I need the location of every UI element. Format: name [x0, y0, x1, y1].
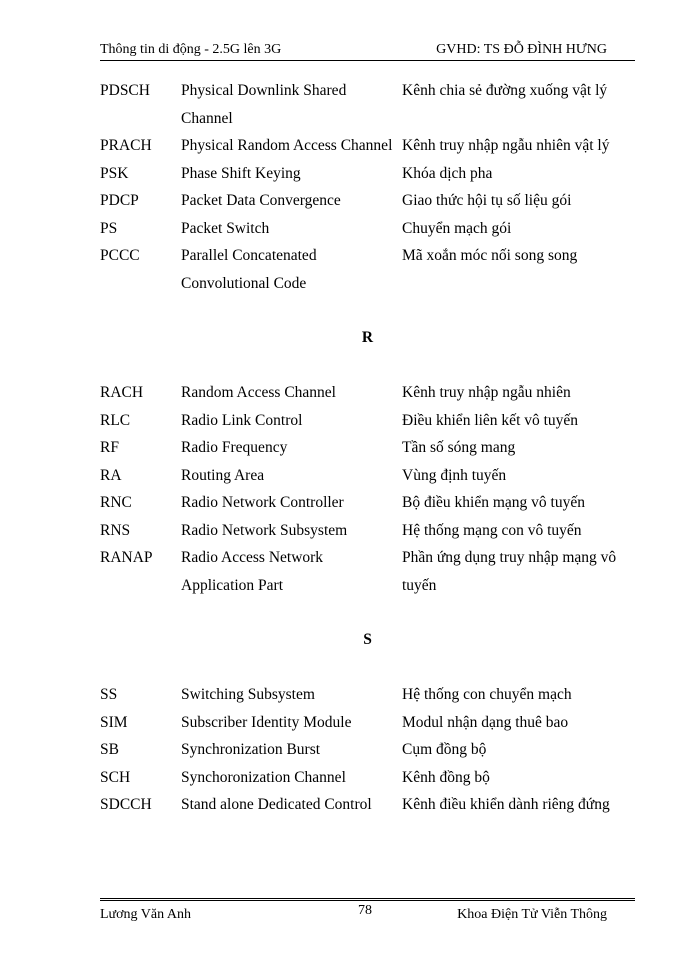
abbr-full: Phase Shift Keying: [181, 164, 301, 182]
abbr-full: Random Access Channel: [181, 384, 336, 401]
group-p: [100, 77, 660, 297]
abbr-full: Parallel Concatenated Convolutional Code: [181, 247, 317, 292]
abbr-full: Radio Network Subsystem: [181, 521, 348, 539]
abbr-full: Physical Downlink Shared Channel: [181, 82, 347, 127]
abbr-full: Radio Link Control: [181, 411, 303, 429]
page-footer: [100, 898, 635, 931]
abbr-row: [100, 242, 660, 297]
abbr-vietnamese: Kênh điều khiển dành riêng đứng: [402, 796, 610, 813]
abbr-full: Radio Frequency: [181, 439, 288, 456]
abbr-code: RNC: [100, 494, 132, 511]
footer-department: Khoa Điện Tử Viễn Thông: [457, 907, 607, 922]
abbr-vietnamese: Điều khiển liên kết vô tuyến: [402, 411, 579, 429]
abbr-row: [100, 544, 660, 599]
abbr-vietnamese: Mã xoắn móc nối song song: [402, 247, 578, 264]
abbr-full: Synchoronization Channel: [181, 768, 346, 786]
abbr-row: [100, 462, 660, 490]
abbr-code: SIM: [100, 713, 128, 731]
abbr-row: [100, 489, 660, 517]
abbr-full: Packet Data Convergence: [181, 192, 341, 209]
abbr-code: SDCCH: [100, 796, 152, 813]
section-heading-r: R: [361, 329, 374, 346]
abbr-row: [100, 215, 660, 243]
abbr-vietnamese: Tần số sóng mang: [402, 439, 516, 456]
abbr-row: [100, 791, 660, 819]
abbr-code: SS: [100, 686, 118, 703]
footer-author: Lương Văn Anh: [100, 907, 191, 922]
abbr-code: PDCP: [100, 192, 139, 209]
page-header: [100, 40, 635, 61]
abbr-vietnamese: Hệ thống con chuyển mạch: [402, 686, 572, 703]
header-title: Thông tin di động - 2.5G lên 3G: [100, 42, 282, 57]
abbr-code: PDSCH: [100, 82, 150, 99]
abbr-vietnamese: Phần ứng dụng truy nhập mạng vô tuyến: [402, 549, 617, 594]
abbr-row: [100, 160, 660, 188]
abbr-row: [100, 407, 660, 435]
abbr-vietnamese: Vùng định tuyến: [402, 466, 507, 484]
abbr-row: [100, 434, 660, 462]
abbr-row: [100, 132, 660, 160]
abbr-full: Radio Network Controller: [181, 494, 344, 511]
page-number: 78: [358, 903, 372, 918]
abbr-vietnamese: Giao thức hội tụ số liệu gói: [402, 192, 572, 209]
abbr-code: PCCC: [100, 247, 140, 264]
abbr-code: PS: [100, 219, 118, 237]
abbr-vietnamese: Kênh đồng bộ: [402, 768, 490, 786]
abbr-row: [100, 764, 660, 792]
abbr-vietnamese: Khóa dịch pha: [402, 164, 493, 182]
abbr-vietnamese: Modul nhận dạng thuê bao: [402, 713, 569, 731]
abbr-code: RACH: [100, 384, 144, 401]
abbr-full: Switching Subsystem: [181, 686, 315, 703]
abbr-full: Stand alone Dedicated Control: [181, 796, 372, 813]
abbr-row: [100, 709, 660, 737]
abbr-vietnamese: Cụm đồng bộ: [402, 741, 487, 758]
abbr-vietnamese: Chuyển mạch gói: [402, 219, 512, 237]
abbr-row: [100, 517, 660, 545]
group-r: [100, 379, 660, 599]
abbr-full: Subscriber Identity Module: [181, 713, 352, 731]
abbr-vietnamese: Kênh truy nhập ngẫu nhiên: [402, 384, 571, 401]
abbr-vietnamese: Kênh chia sẻ đường xuống vật lý: [402, 82, 608, 99]
abbr-row: [100, 681, 660, 709]
abbr-code: RF: [100, 439, 119, 456]
section-heading-s: S: [363, 631, 372, 648]
header-supervisor: GVHD: TS ĐỖ ĐÌNH HƯNG: [436, 42, 607, 57]
abbr-code: RA: [100, 466, 122, 484]
abbr-code: RLC: [100, 411, 131, 429]
abbr-code: RANAP: [100, 549, 153, 566]
abbr-row: [100, 379, 660, 407]
abbr-code: SCH: [100, 768, 131, 786]
abbreviation-list: [100, 77, 660, 819]
abbr-row: [100, 736, 660, 764]
group-s: [100, 681, 660, 819]
abbr-vietnamese: Bộ điều khiển mạng vô tuyến: [402, 494, 585, 511]
abbr-vietnamese: Kênh truy nhập ngẫu nhiên vật lý: [402, 137, 610, 154]
abbr-code: PRACH: [100, 137, 152, 154]
abbr-full: Radio Access Network Application Part: [181, 549, 324, 594]
abbr-row: [100, 77, 660, 132]
abbr-full: Packet Switch: [181, 219, 270, 237]
abbr-code: RNS: [100, 521, 131, 539]
abbr-full: Routing Area: [181, 466, 265, 484]
abbr-full: Physical Random Access Channel: [181, 137, 393, 154]
abbr-row: [100, 187, 660, 215]
abbr-code: SB: [100, 741, 119, 758]
abbr-code: PSK: [100, 164, 129, 182]
abbr-full: Synchronization Burst: [181, 741, 321, 758]
abbr-vietnamese: Hệ thống mạng con vô tuyến: [402, 521, 582, 539]
